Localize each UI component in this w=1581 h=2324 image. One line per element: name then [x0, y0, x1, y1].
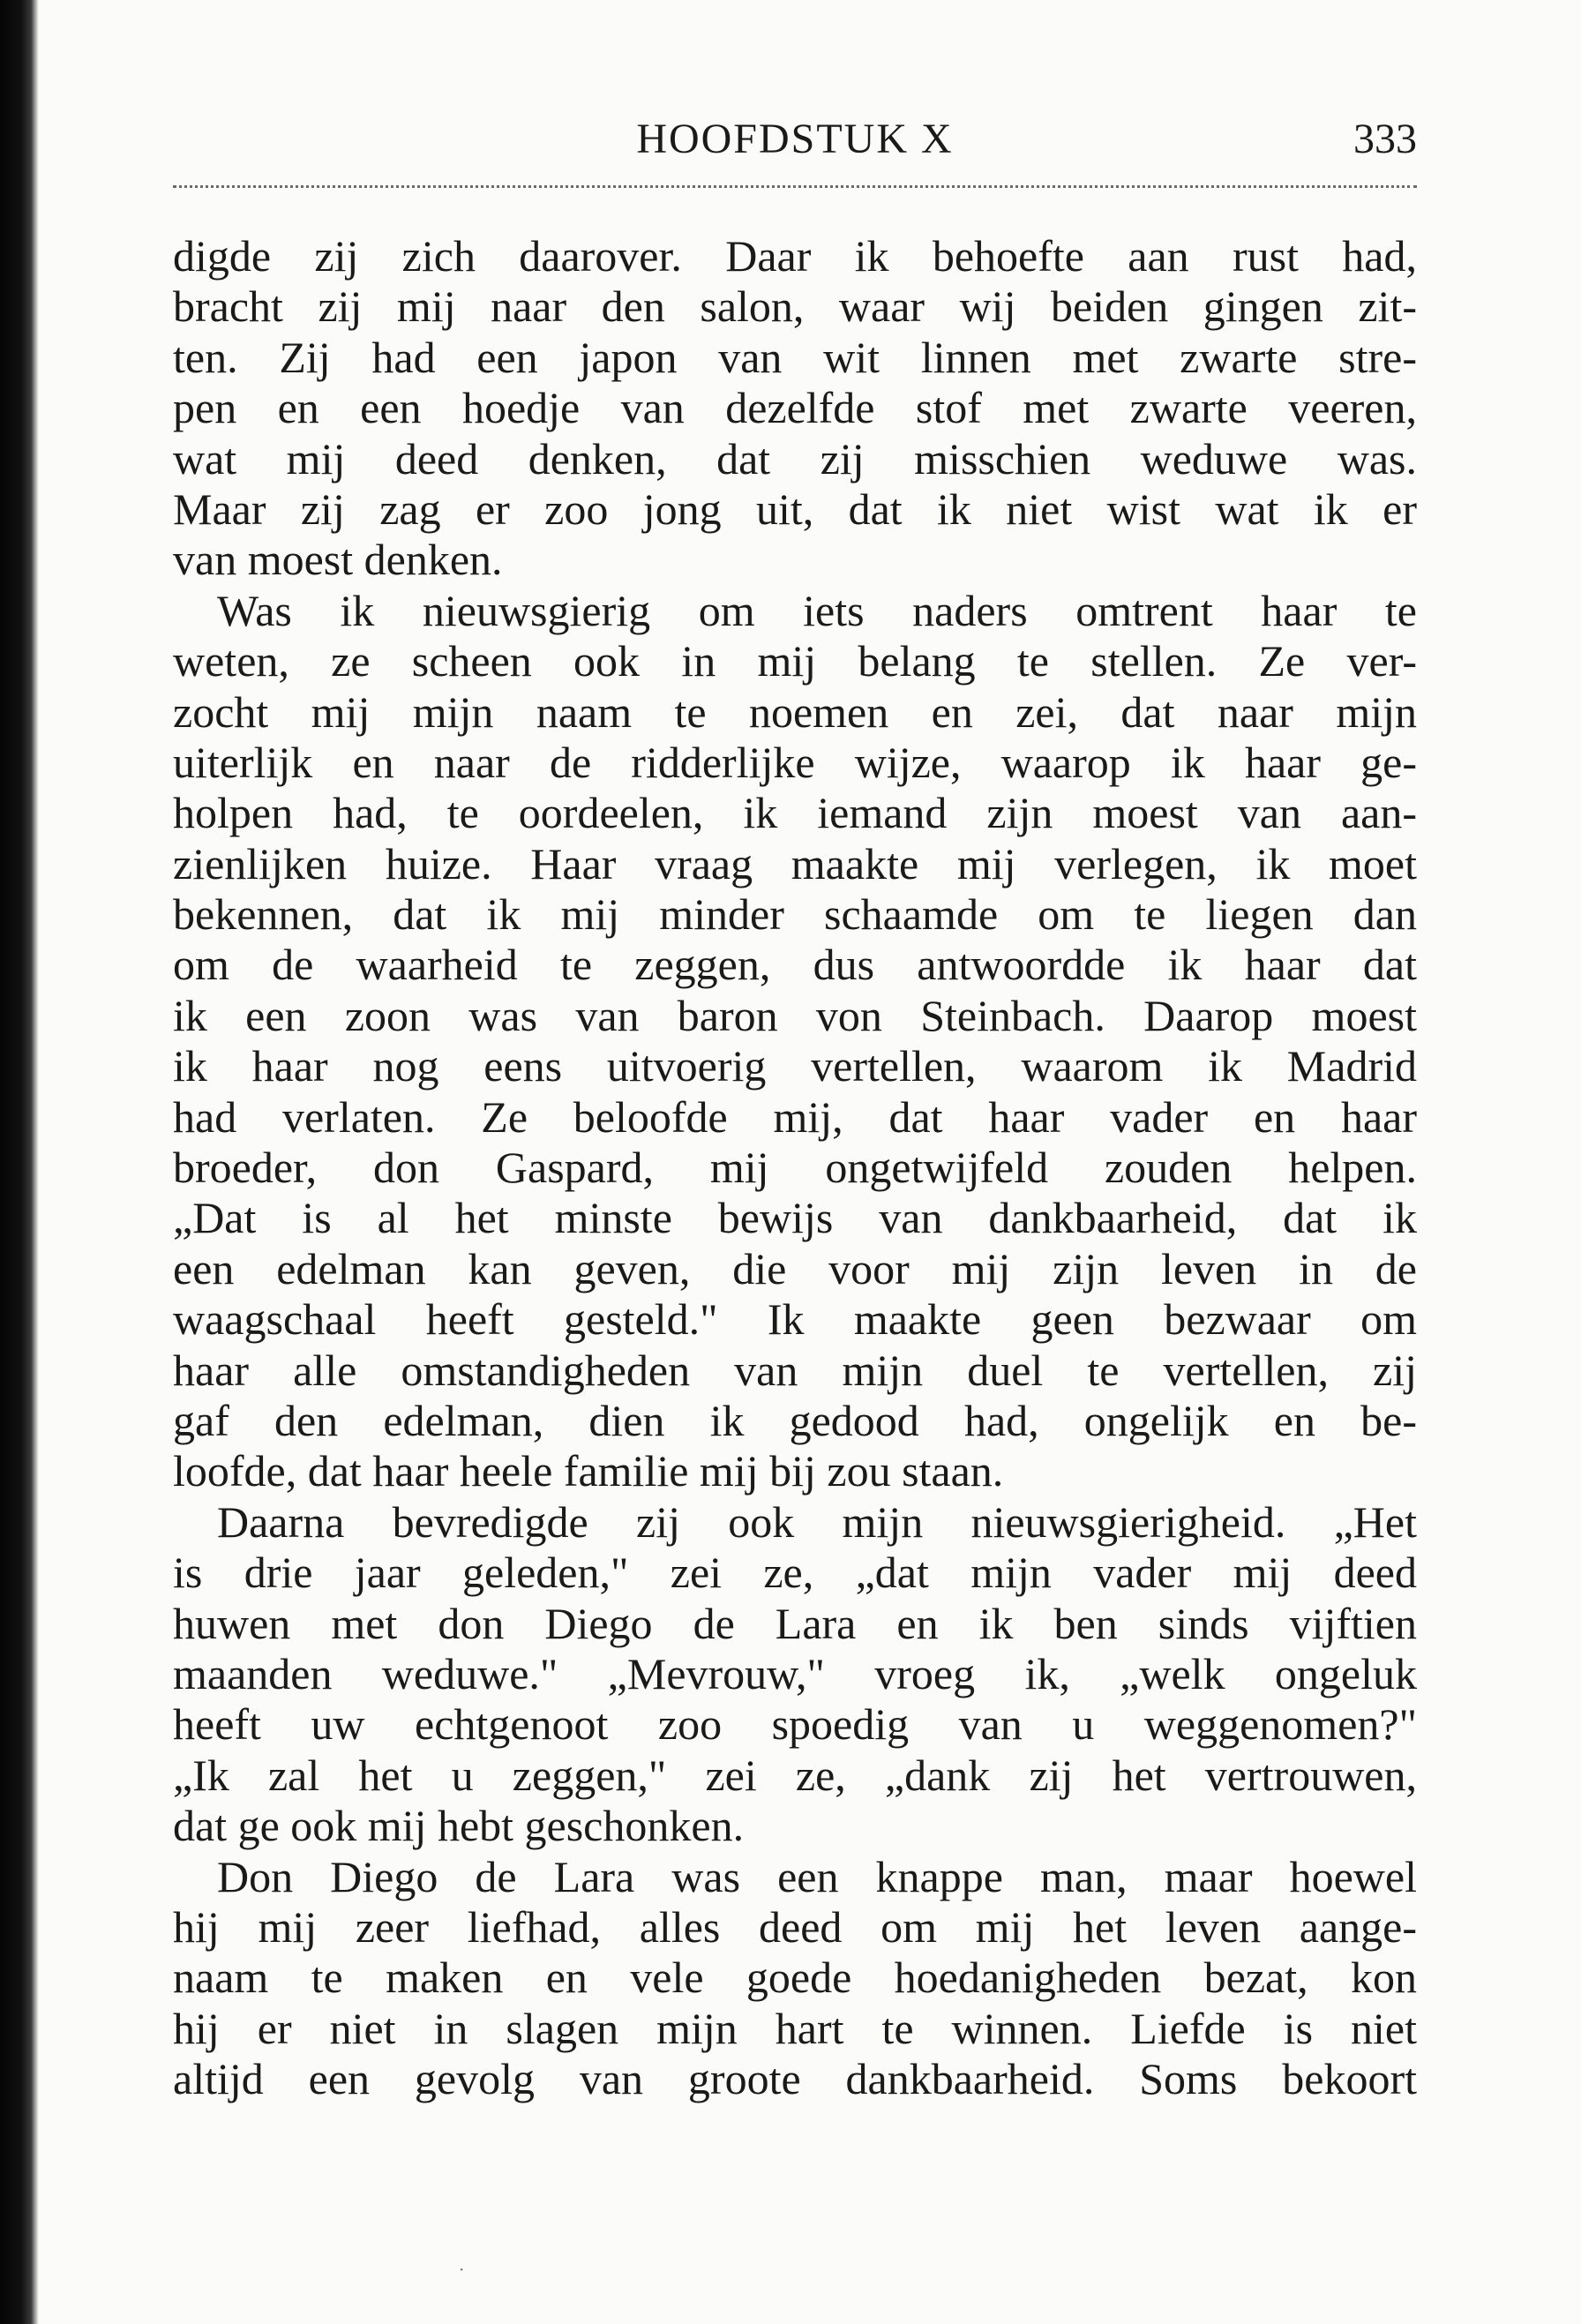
- text-line: bekennen, dat ik mij minder schaamde om te liegen dan: [173, 889, 1417, 940]
- header-rule: [173, 185, 1417, 188]
- text-line: om de waarheid te zeggen, dus antwoordde ik haar dat: [173, 940, 1417, 990]
- text-line: zienlijken huize. Haar vraag maakte mij verlegen, ik moet: [173, 838, 1417, 888]
- text-line: pen en een hoedje van dezelfde stof met zwarte veeren,: [173, 383, 1417, 433]
- text-line: Was ik nieuwsgierig om iets naders omtrent haar te: [217, 585, 1417, 635]
- text-line: wat mij deed denken, dat zij misschien weduwe was.: [173, 433, 1417, 484]
- body-text: [173, 231, 1417, 2104]
- text-line: dat ge ook mij hebt geschonken.: [173, 1801, 745, 1851]
- text-line: hij mij zeer liefhad, alles deed om mij het leven aange-: [173, 1901, 1417, 1952]
- text-line: is drie jaar geleden," zei ze, „dat mijn vader mij deed: [173, 1548, 1417, 1598]
- text-line: Daarna bevredigde zij ook mijn nieuwsgierigheid. „Het: [217, 1496, 1417, 1547]
- text-line: heeft uw echtgenoot zoo spoedig van u weggenomen?": [173, 1699, 1417, 1750]
- text-line: huwen met don Diego de Lara en ik ben sinds vijftien: [173, 1598, 1417, 1648]
- text-line: uiterlijk en naar de ridderlijke wijze, waarop ik haar ge-: [173, 737, 1417, 787]
- chapter-title: HOOFDSTUK X: [636, 116, 954, 162]
- text-line: van moest denken.: [173, 535, 503, 585]
- running-head: [173, 113, 1417, 166]
- text-line: zocht mij mijn naam te noemen en zei, dat naar mijn: [173, 686, 1417, 737]
- text-line: weten, ze scheen ook in mij belang te stellen. Ze ver-: [173, 636, 1417, 686]
- binding-shadow: [0, 0, 39, 2324]
- text-line: naam te maken en vele goede hoedanigheden bezat, kon: [173, 1953, 1417, 2003]
- text-line: loofde, dat haar heele familie mij bij zou staan.: [173, 1446, 1004, 1496]
- text-line: holpen had, te oordeelen, ik iemand zijn moest van aan-: [173, 788, 1417, 838]
- text-line: ik een zoon was van baron von Steinbach. Daarop moest: [173, 990, 1417, 1040]
- text-line: „Ik zal het u zeggen," zei ze, „dank zij het vertrouwen,: [173, 1750, 1417, 1800]
- text-line: waagschaal heeft gesteld." Ik maakte geen bezwaar om: [173, 1294, 1417, 1345]
- page-number: 333: [1353, 116, 1417, 162]
- text-line: haar alle omstandigheden van mijn duel te vertellen, zij: [173, 1345, 1417, 1395]
- text-line: ten. Zij had een japon van wit linnen met zwarte stre-: [173, 332, 1417, 382]
- text-line: ik haar nog eens uitvoerig vertellen, waarom ik Madrid: [173, 1041, 1417, 1091]
- text-line: digde zij zich daarover. Daar ik behoefte aan rust had,: [173, 231, 1417, 281]
- text-line: altijd een gevolg van groote dankbaarheid. Soms bekoort: [173, 2054, 1417, 2104]
- text-line: maanden weduwe." „Mevrouw," vroeg ik, „welk ongeluk: [173, 1648, 1417, 1698]
- text-line: „Dat is al het minste bewijs van dankbaarheid, dat ik: [173, 1193, 1417, 1243]
- text-line: hij er niet in slagen mijn hart te winnen. Liefde is niet: [173, 2003, 1417, 2053]
- text-line: Maar zij zag er zoo jong uit, dat ik niet wist wat ik er: [173, 484, 1417, 534]
- text-line: had verlaten. Ze beloofde mij, dat haar vader en haar: [173, 1091, 1417, 1142]
- text-line: Don Diego de Lara was een knappe man, maar hoewel: [217, 1851, 1417, 1901]
- text-line: broeder, don Gaspard, mij ongetwijfeld zouden helpen.: [173, 1143, 1417, 1193]
- stray-mark: ·: [459, 2259, 465, 2280]
- text-line: bracht zij mij naar den salon, waar wij beiden gingen zit-: [173, 281, 1417, 332]
- text-line: een edelman kan geven, die voor mij zijn leven in de: [173, 1243, 1417, 1293]
- text-line: gaf den edelman, dien ik gedood had, ongelijk en be-: [173, 1395, 1417, 1445]
